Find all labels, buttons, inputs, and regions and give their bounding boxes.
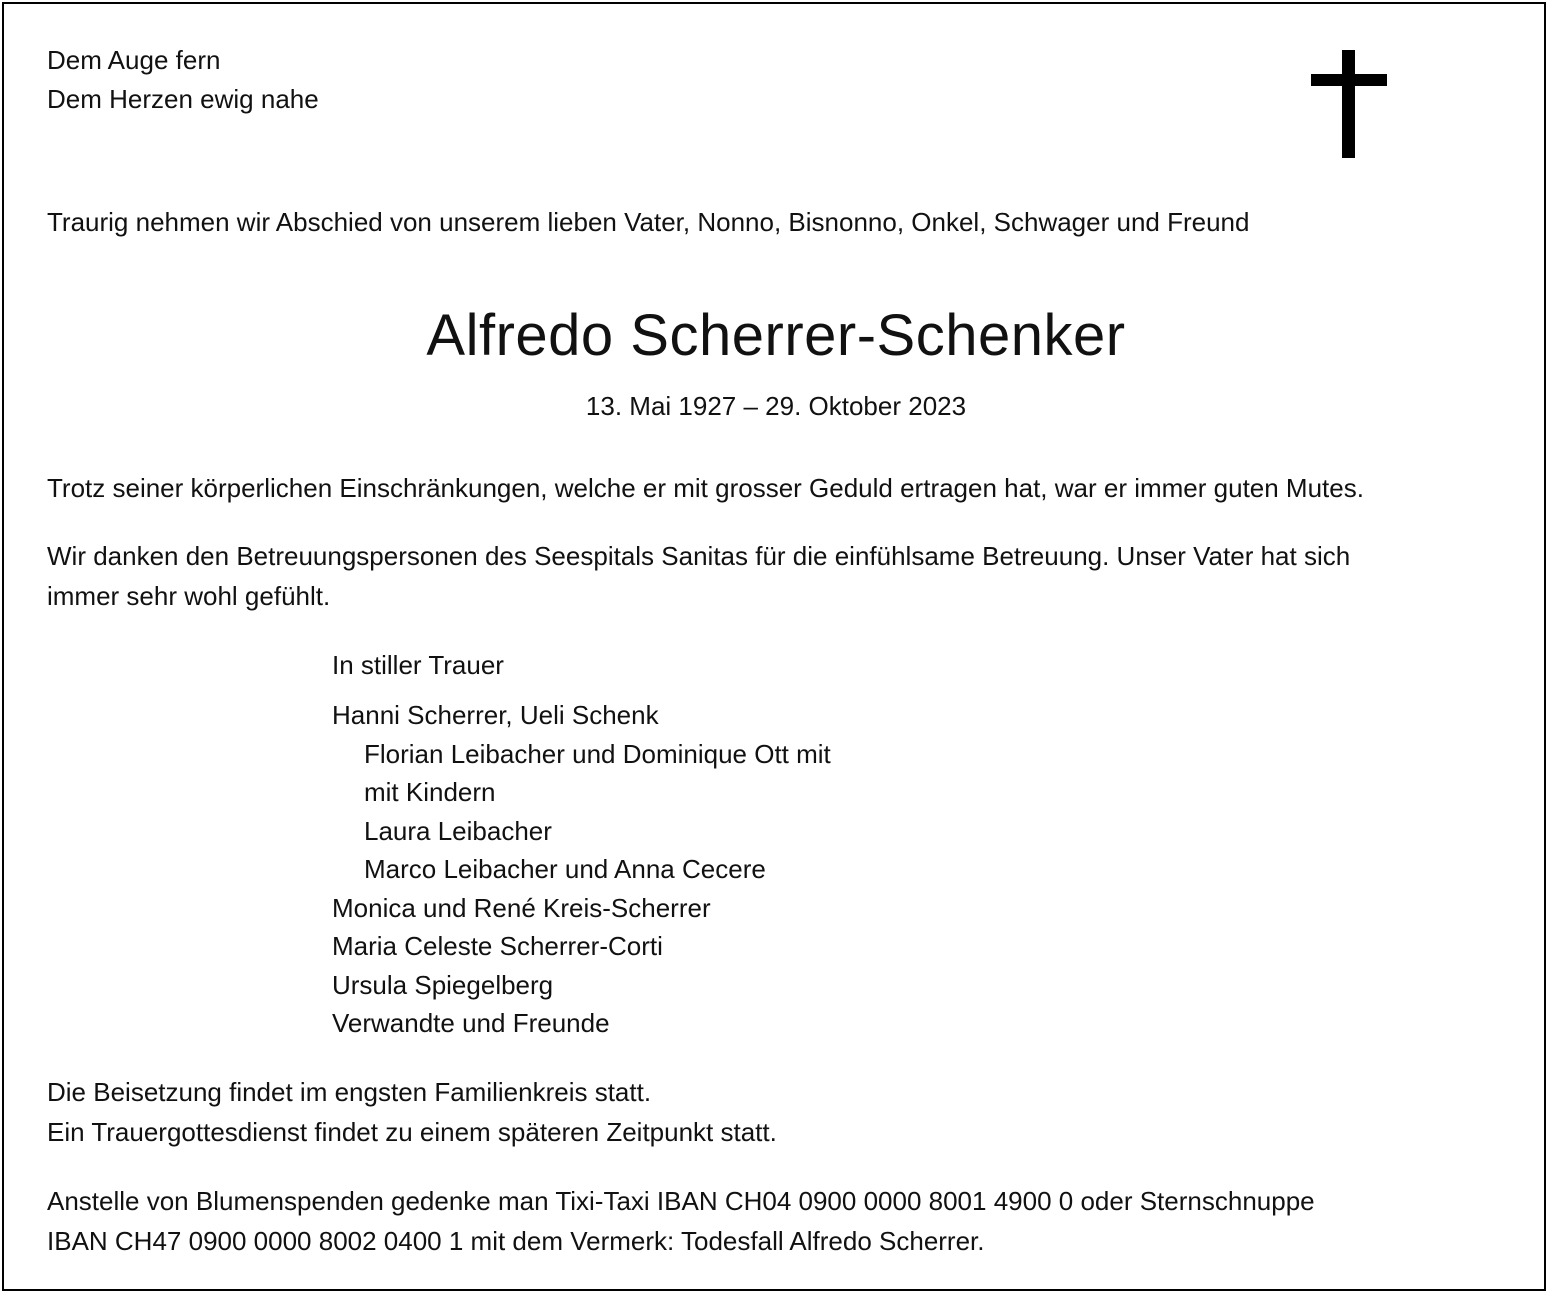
paragraph-thanks (47, 537, 1350, 616)
mourner-name: mit Kindern (364, 777, 496, 807)
intro-text: Traurig nehmen wir Abschied von unserem lieben Vater, Nonno, Bisnonno, Onkel, Schwager und Freund (47, 207, 1250, 237)
donation-info (47, 1182, 1315, 1261)
mourning-heading: In stiller Trauer (332, 650, 504, 680)
funeral-info-line-1: Die Beisetzung findet im engsten Familienkreis statt. (47, 1077, 652, 1107)
mourners-list (332, 696, 831, 1043)
funeral-info (47, 1073, 777, 1152)
funeral-info-line-2: Ein Trauergottesdienst findet zu einem späteren Zeitpunkt statt. (47, 1116, 777, 1147)
motto-line-2: Dem Herzen ewig nahe (47, 84, 319, 114)
mourner-name: Florian Leibacher und Dominique Ott mit (364, 738, 831, 769)
latin-cross-icon (1311, 50, 1387, 158)
mourner-name: Marco Leibacher und Anna Cecere (364, 854, 766, 884)
cross-horizontal-bar (1311, 74, 1387, 86)
motto (47, 41, 319, 119)
motto-line-1: Dem Auge fern (47, 45, 221, 75)
paragraph-thanks-line-2: immer sehr wohl gefühlt. (47, 580, 331, 611)
mourner-name: Maria Celeste Scherrer-Corti (332, 931, 663, 961)
mourner-name: Ursula Spiegelberg (332, 969, 554, 1000)
life-dates: 13. Mai 1927 – 29. Oktober 2023 (585, 391, 967, 421)
deceased-name: Alfredo Scherrer-Schenker (426, 303, 1126, 368)
donation-info-line-2: IBAN CH47 0900 0000 8002 0400 1 mit dem Vermerk: Todesfall Alfredo Scherrer. (47, 1225, 985, 1256)
paragraph-thanks-line-1: Wir danken den Betreuungspersonen des Seespitals Sanitas für die einfühlsame Betreuung. Unser Vater hat sich (47, 541, 1351, 571)
mourner-name: Laura Leibacher (364, 815, 552, 846)
mourner-name: Monica und René Kreis-Scherrer (332, 892, 711, 923)
donation-info-line-1: Anstelle von Blumenspenden gedenke man Tixi-Taxi IBAN CH04 0900 0000 8001 4900 0 oder Sternschnuppe (47, 1186, 1315, 1216)
cross-vertical-bar (1342, 50, 1355, 158)
mourner-name: Hanni Scherrer, Ueli Schenk (332, 700, 659, 730)
mourner-name: Verwandte und Freunde (332, 1008, 610, 1038)
paragraph-patience: Trotz seiner körperlichen Einschränkungen, welche er mit grosser Geduld ertragen hat, war er immer guten Mutes. (47, 473, 1364, 503)
